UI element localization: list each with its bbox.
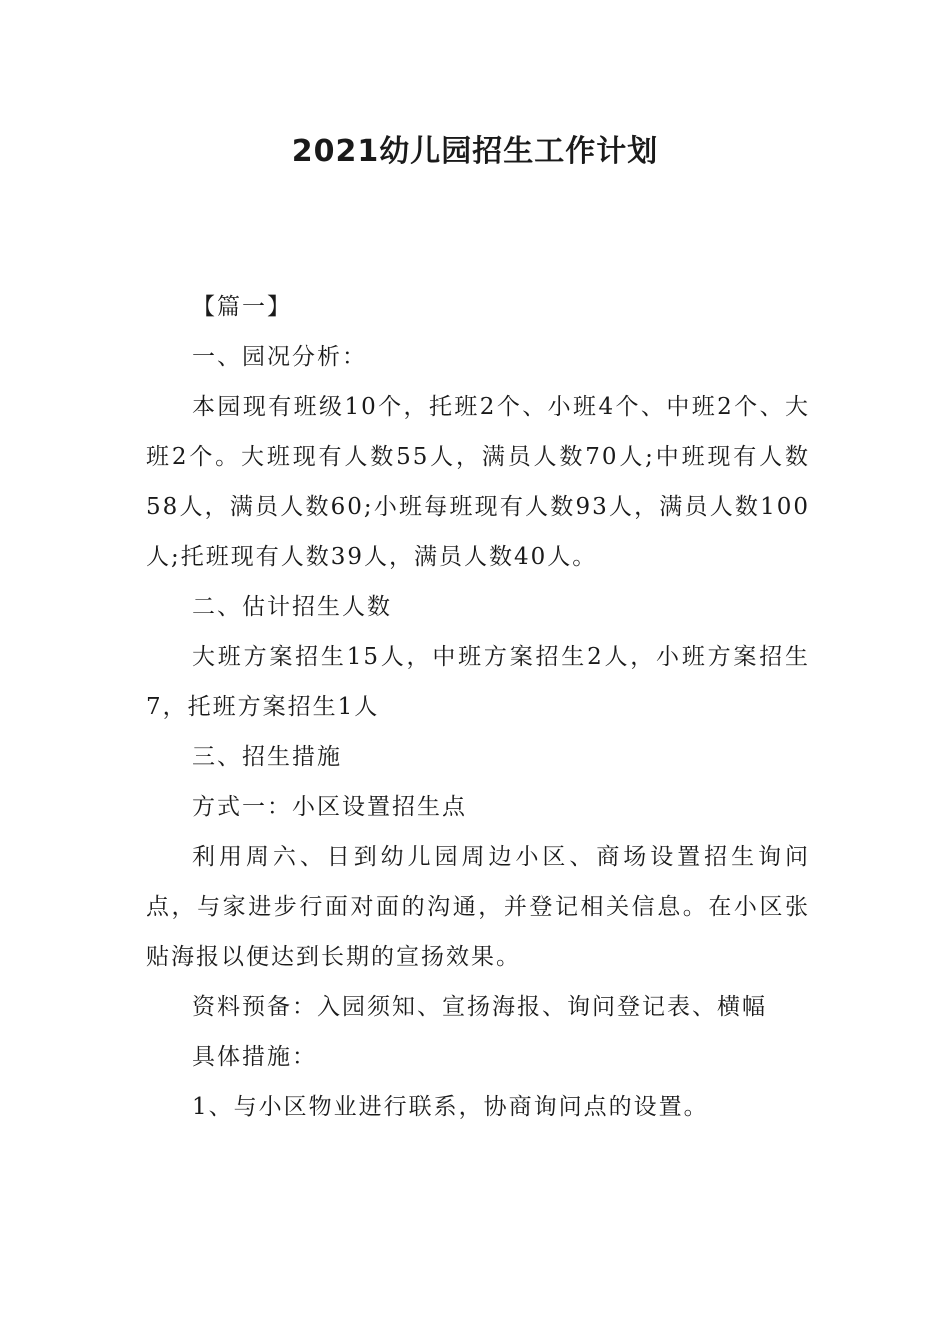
list-item-measure-1: 1、与小区物业进行联系，协商询问点的设置。 <box>192 1094 709 1120</box>
heading-estimated-enrollment: 二、估计招生人数 <box>192 594 392 620</box>
paragraph-enrollment-plan: 大班方案招生15人，中班方案招生2人，小班方案招生7，托班方案招生1人 <box>146 644 810 720</box>
section-heading-part-one: 【篇一】 <box>192 294 292 320</box>
heading-specific-measures: 具体措施： <box>192 1044 317 1070</box>
paragraph-materials: 资料预备：入园须知、宣扬海报、询问登记表、横幅 <box>192 994 767 1020</box>
paragraph-class-statistics: 本园现有班级10个，托班2个、小班4个、中班2个、大班2个。大班现有人数55人，满员人数70人;中班现有人数58人，满员人数60;小班每班现有人数93人，满员人数100人;托班现有人数39人，满员人数40人。 <box>146 394 810 570</box>
document-title: 2021幼儿园招生工作计划 <box>291 134 659 169</box>
heading-method-one: 方式一：小区设置招生点 <box>192 794 467 820</box>
document-body <box>146 282 810 1132</box>
heading-enrollment-measures: 三、招生措施 <box>192 744 342 770</box>
paragraph-method-one-details: 利用周六、日到幼儿园周边小区、商场设置招生询问点，与家进步行面对面的沟通，并登记相关信息。在小区张贴海报以便达到长期的宣扬效果。 <box>146 844 810 970</box>
heading-kindergarten-analysis: 一、园况分析： <box>192 344 367 370</box>
